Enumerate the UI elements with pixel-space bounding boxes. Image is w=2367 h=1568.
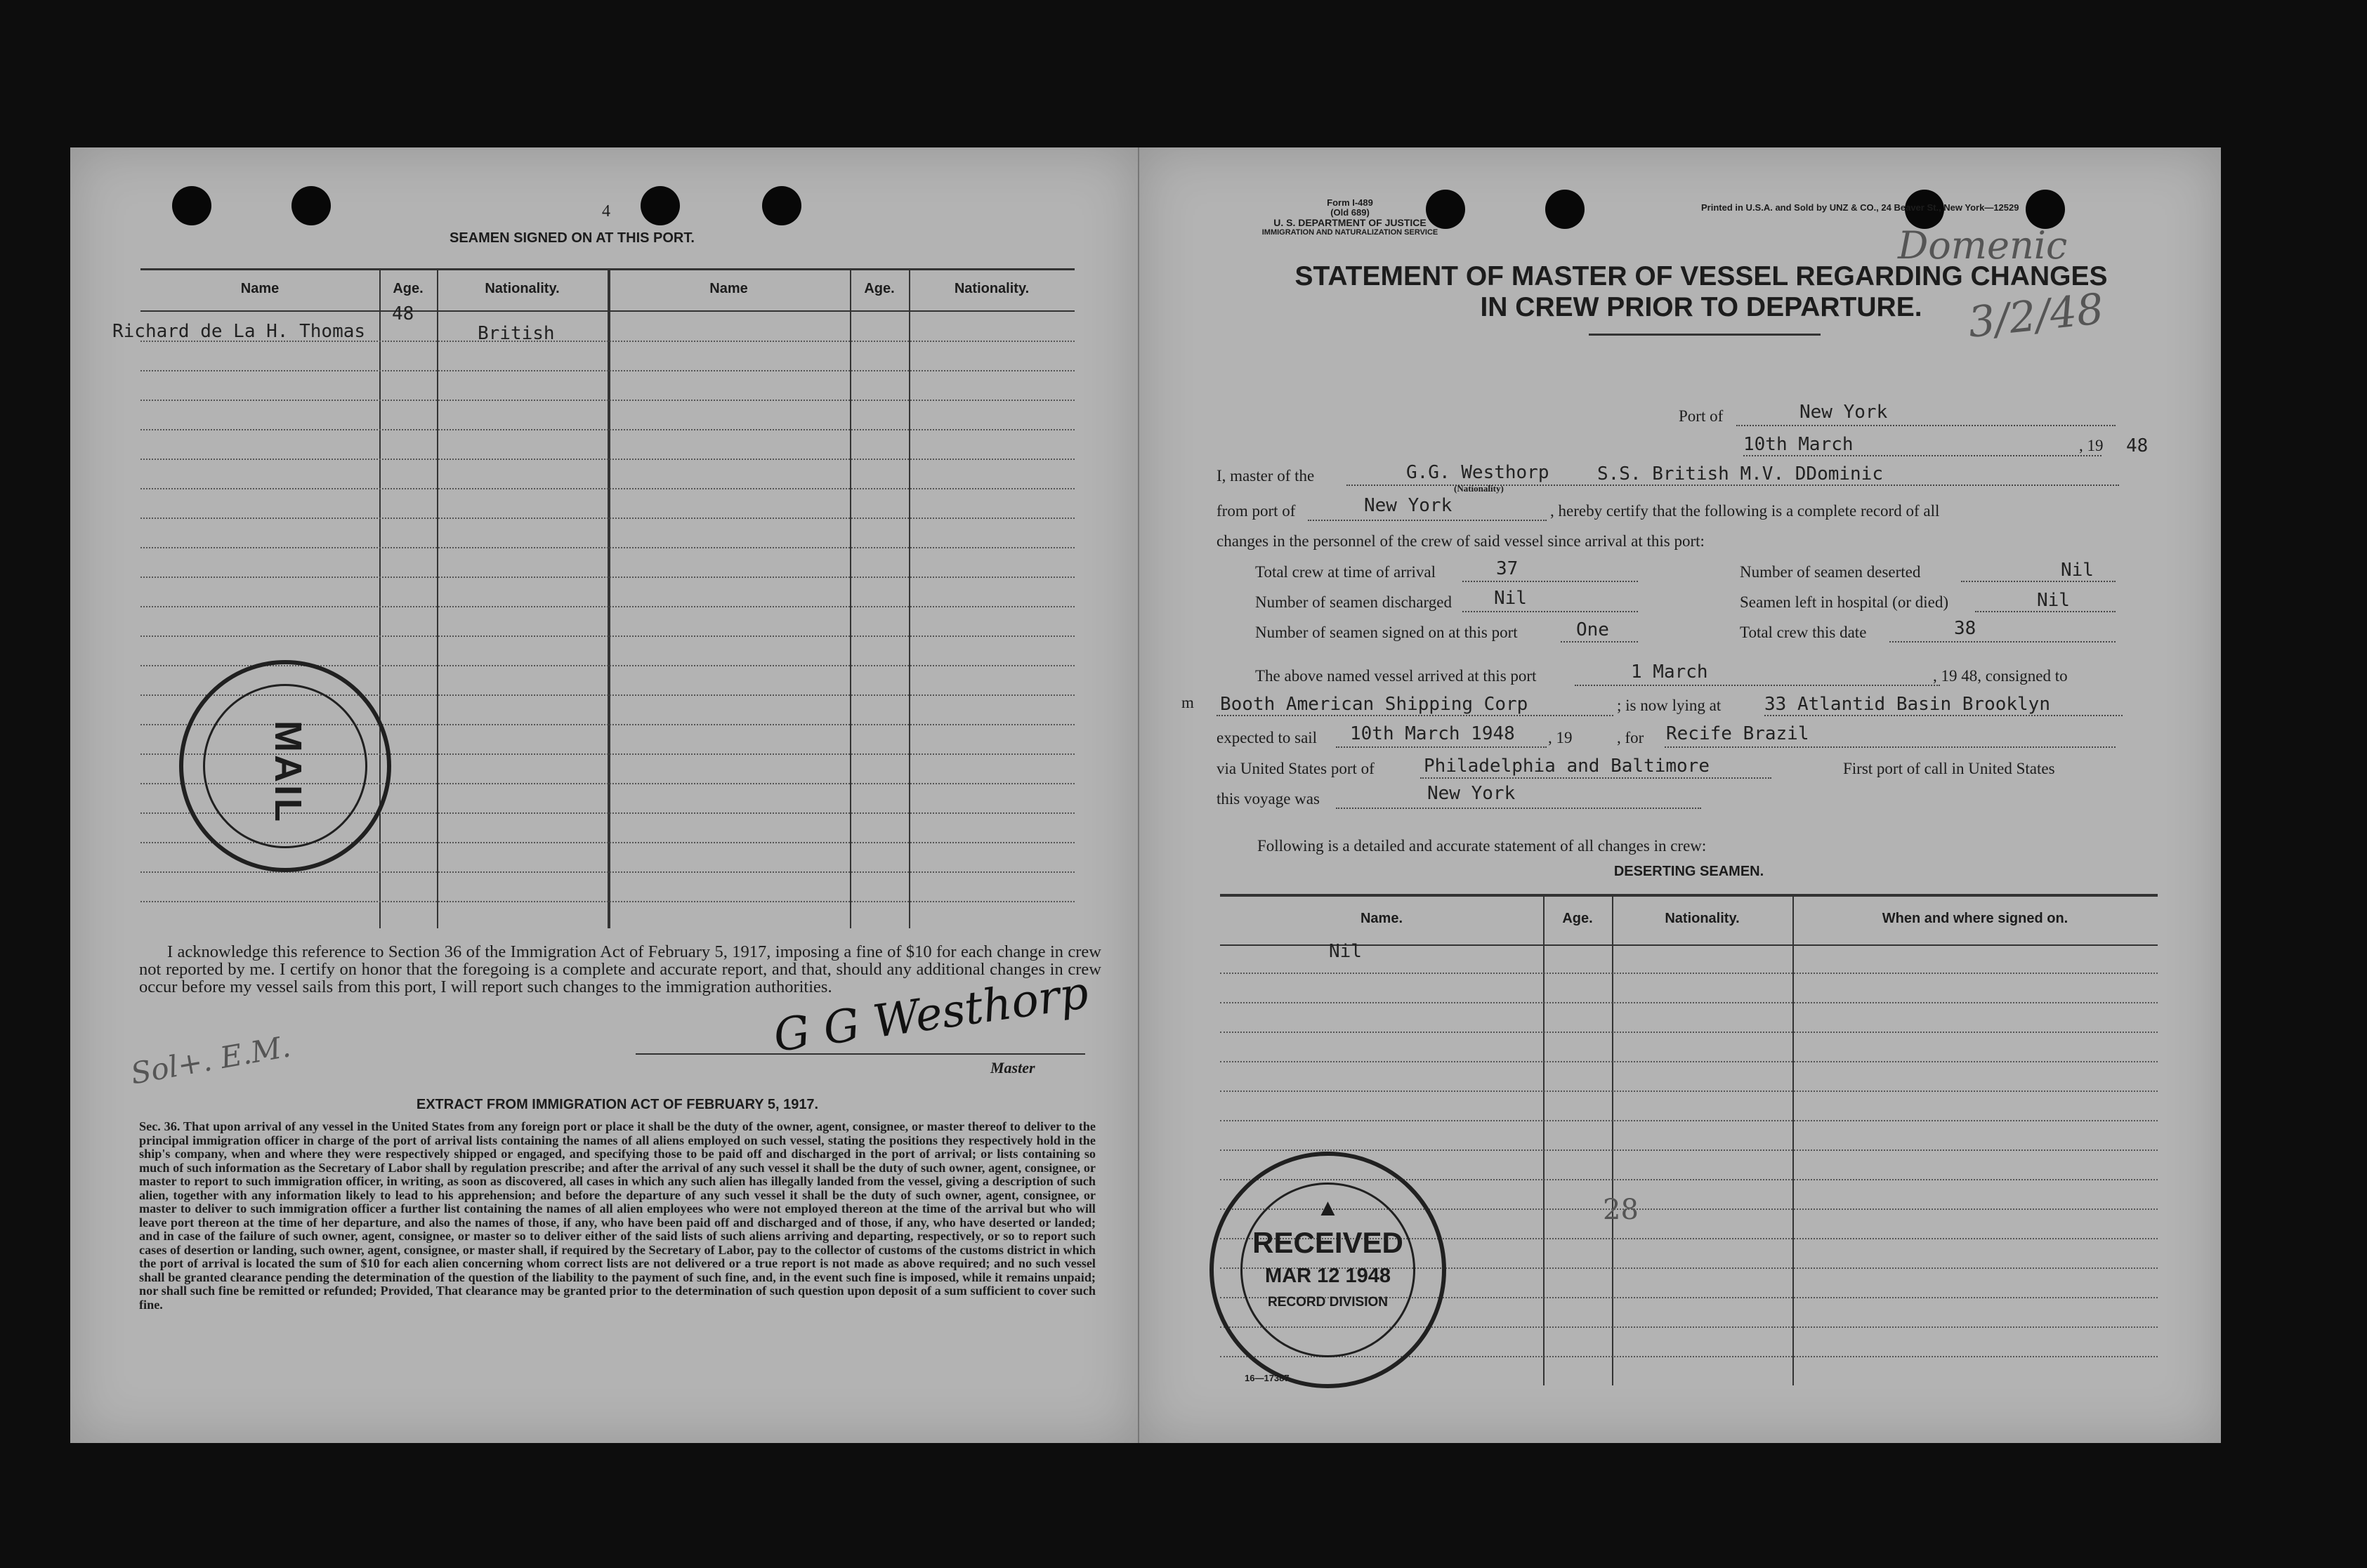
table-row [140, 518, 1075, 519]
for-value: Recife Brazil [1666, 723, 1809, 744]
stamp-date: MAR 12 1948 [1265, 1265, 1391, 1287]
table-row [140, 547, 1075, 548]
margin-mark: m [1181, 694, 1194, 711]
port-label: Port of [1679, 407, 1724, 425]
left-page [70, 147, 1138, 1443]
master-prefix: I, master of the [1217, 467, 1315, 485]
mail-stamp [179, 660, 391, 872]
acknowledgement-text: I acknowledge this reference to Section 36 of the Immigration Act of February 5, 1917, imposing a fine of $10 for each change in crew not reported by me. I certify on honor that the foregoing is a complete and accurate report, and that, should any additional changes in crew occur before my vessel sails from this port, I will report such changes to the immigration authorities. [139, 942, 1101, 996]
col-name-header: Name. [1360, 911, 1403, 926]
discharged-label: Number of seamen discharged [1255, 593, 1452, 611]
vessel-value: S.S. British M.V. DDominic [1597, 463, 1883, 485]
table-row [140, 459, 1075, 460]
received-stamp: ▲ RECEIVED MAR 12 1948 RECORD DIVISION [1209, 1152, 1446, 1388]
year-prefix: , 19 [2079, 437, 2104, 454]
table-row [140, 370, 1075, 371]
total-crew-date-value: 38 [1954, 618, 1976, 639]
stamp-received: RECEIVED [1252, 1226, 1403, 1259]
consignee-value: Booth American Shipping Corp [1220, 694, 1528, 715]
discharged-value: Nil [1494, 588, 1527, 609]
table-row [1220, 1032, 2158, 1033]
pencil-number: 28 [1603, 1194, 1639, 1226]
col-nationality-header: Nationality. [1665, 911, 1740, 926]
punch-hole [291, 186, 331, 225]
nationality-note: (Nationality) [1454, 483, 1504, 494]
hospital-label: Seamen left in hospital (or died) [1740, 593, 1949, 611]
pencil-date: 3/2/48 [1965, 284, 2106, 348]
via-label: via United States port of [1217, 760, 1375, 777]
lying-value: 33 Atlantid Basin Brooklyn [1764, 694, 2050, 715]
voyage-label: this voyage was [1217, 790, 1320, 808]
table-row [140, 635, 1075, 637]
department: U. S. DEPARTMENT OF JUSTICE [1273, 217, 1427, 228]
section-title: SEAMEN SIGNED ON AT THIS PORT. [450, 230, 695, 246]
changes-text: changes in the personnel of the crew of said vessel since arrival at this port: [1217, 532, 1705, 550]
from-port-label: from port of [1217, 502, 1296, 520]
deserted-value: Nil [2061, 560, 2094, 581]
consigned-label: , 19 48, consigned to [1933, 667, 2068, 685]
pencil-name: Domenic [1898, 223, 2068, 268]
total-crew-arrival-value: 37 [1496, 558, 1519, 579]
right-page [1138, 147, 2221, 1443]
signed-on-value: One [1576, 619, 1609, 640]
master-value: G.G. Westhorp [1406, 462, 1549, 483]
seaman-age: 48 [392, 303, 414, 324]
master-label: Master [990, 1059, 1035, 1076]
date-value: 10th March [1743, 434, 1854, 455]
form-title [1181, 261, 2221, 323]
printer-note: Printed in U.S.A. and Sold by UNZ & CO., 24 Beaver St., New York—12529 [1701, 202, 2019, 213]
punch-hole [762, 186, 801, 225]
port-value: New York [1799, 402, 1888, 423]
table-row [140, 606, 1075, 607]
sail-value: 10th March 1948 [1350, 723, 1515, 744]
table-row [140, 488, 1075, 489]
deserting-name-value: Nil [1329, 941, 1362, 962]
footer-code: 16—17387 [1245, 1373, 1290, 1383]
deserted-label: Number of seamen deserted [1740, 563, 1921, 581]
form-number: Form I-489 [1327, 197, 1373, 208]
table-row [1220, 1091, 2158, 1092]
punch-hole [641, 186, 680, 225]
page-number: 4 [602, 202, 610, 220]
extract-text: Sec. 36. That upon arrival of any vessel in the United States from any foreign port or place it shall be the duty of the owner, agent, consignee, or master thereof to deliver to the principal immigration officer in charge of the port of arrival lists containing the names of all aliens employed on such vessel, stating the positions they respectively hold in the ship's company, when and where they were respectively shipped or engaged, and specifying those to be paid off and discharged in the port of arrival; or lists containing so much of such information as the Secretary of Labor shall by regulation prescribe; and after the arrival of any such vessel it shall be the duty of such owner, agent, consignee, or master to report to such immigration officer, in writing, as soon as discovered, all cases in which any such alien has illegally landed from the vessel, giving a description of such alien, together with any information likely to lead to his apprehension; and before the departure of any such vessel it shall be the duty of such owner, agent, consignee, or master to deliver to such immigration officer a further list containing the names of all alien employees who were not employed thereon at the time of the arrival but who will leave port thereon at the time of her departure, and also the names of those, if any, who have been paid off and discharged and of those, if any, who have deserted or landed; and in case of the failure of such owner, agent, consignee, or master so to deliver either of the said lists of such aliens arriving and departing, respectively, or so to report such cases of desertion or landing, such owner, agent, consignee, or master shall, if required by the Secretary of Labor, pay to the collector of customs of the customs district in which the port of arrival is located the sum of $10 for each alien concerning whom correct lists are not delivered or a true report is not made as above required; and no such vessel shall be granted clearance pending the determination of the question of the liability to the payment of such fine, and, in the event such fine is imposed, while it remains unpaid; nor shall such fine be remitted or refunded; Provided, That clearance may be granted prior to the determination of such question upon deposit of a sum sufficient to cover such fine. [139, 1119, 1096, 1312]
punch-hole [172, 186, 211, 225]
pencil-note: Sol+. E.M. [128, 1029, 294, 1091]
extract-title: EXTRACT FROM IMMIGRATION ACT OF FEBRUARY 5, 1917. [416, 1097, 819, 1112]
sail-year: , 19 [1548, 729, 1573, 746]
first-port-label: First port of call in United States [1843, 760, 2055, 777]
arrived-value: 1 March [1631, 661, 1708, 683]
via-value: Philadelphia and Baltimore [1424, 756, 1710, 777]
deserting-title: DESERTING SEAMEN. [1613, 864, 1764, 879]
col-name-header-2: Name [709, 281, 748, 296]
voyage-value: New York [1427, 783, 1516, 804]
year-value: 48 [2126, 435, 2149, 456]
col-age-header: Age. [393, 281, 424, 296]
for-label: , for [1617, 729, 1644, 746]
master-signature: G G Westhorp [771, 966, 1092, 1063]
table-row [140, 400, 1075, 401]
total-crew-date-label: Total crew this date [1740, 624, 1867, 641]
col-age-header-2: Age. [864, 281, 895, 296]
service: IMMIGRATION AND NATURALIZATION SERVICE [1261, 228, 1438, 237]
arrived-label: The above named vessel arrived at this port [1255, 667, 1537, 685]
table-row [1220, 1061, 2158, 1062]
form-old: (Old 689) [1330, 207, 1370, 218]
title-line-2: IN CREW PRIOR TO DEPARTURE. [1480, 292, 1922, 322]
mail-stamp-text: MAIL [267, 720, 309, 824]
seaman-name: Richard de La H. Thomas [112, 321, 366, 342]
col-name-header: Name [240, 281, 280, 296]
table-row [140, 429, 1075, 430]
lying-label: ; is now lying at [1617, 697, 1722, 714]
title-line-1: STATEMENT OF MASTER OF VESSEL REGARDING CHANGES [1294, 261, 2108, 291]
certify-text: , hereby certify that the following is a complete record of all [1550, 502, 1940, 520]
from-port-value: New York [1364, 495, 1453, 516]
seaman-nationality: British [478, 323, 555, 344]
col-signed-on-header: When and where signed on. [1882, 911, 2068, 926]
col-nationality-header: Nationality. [485, 281, 560, 296]
total-crew-arrival-label: Total crew at time of arrival [1255, 563, 1436, 581]
following-text: Following is a detailed and accurate statement of all changes in crew: [1257, 837, 1707, 855]
hospital-value: Nil [2037, 590, 2070, 611]
col-age-header: Age. [1562, 911, 1593, 926]
form-header [1227, 198, 1473, 237]
table-row [1220, 1002, 2158, 1003]
signed-on-label: Number of seamen signed on at this port [1255, 624, 1518, 641]
table-row [140, 901, 1075, 902]
col-nationality-header-2: Nationality. [954, 281, 1030, 296]
table-row [1220, 1120, 2158, 1121]
table-row [1220, 1149, 2158, 1151]
table-row [1220, 973, 2158, 974]
punch-hole [1545, 190, 1585, 229]
sail-label: expected to sail [1217, 729, 1318, 746]
stamp-division: RECORD DIVISION [1267, 1295, 1389, 1310]
table-row [140, 577, 1075, 578]
